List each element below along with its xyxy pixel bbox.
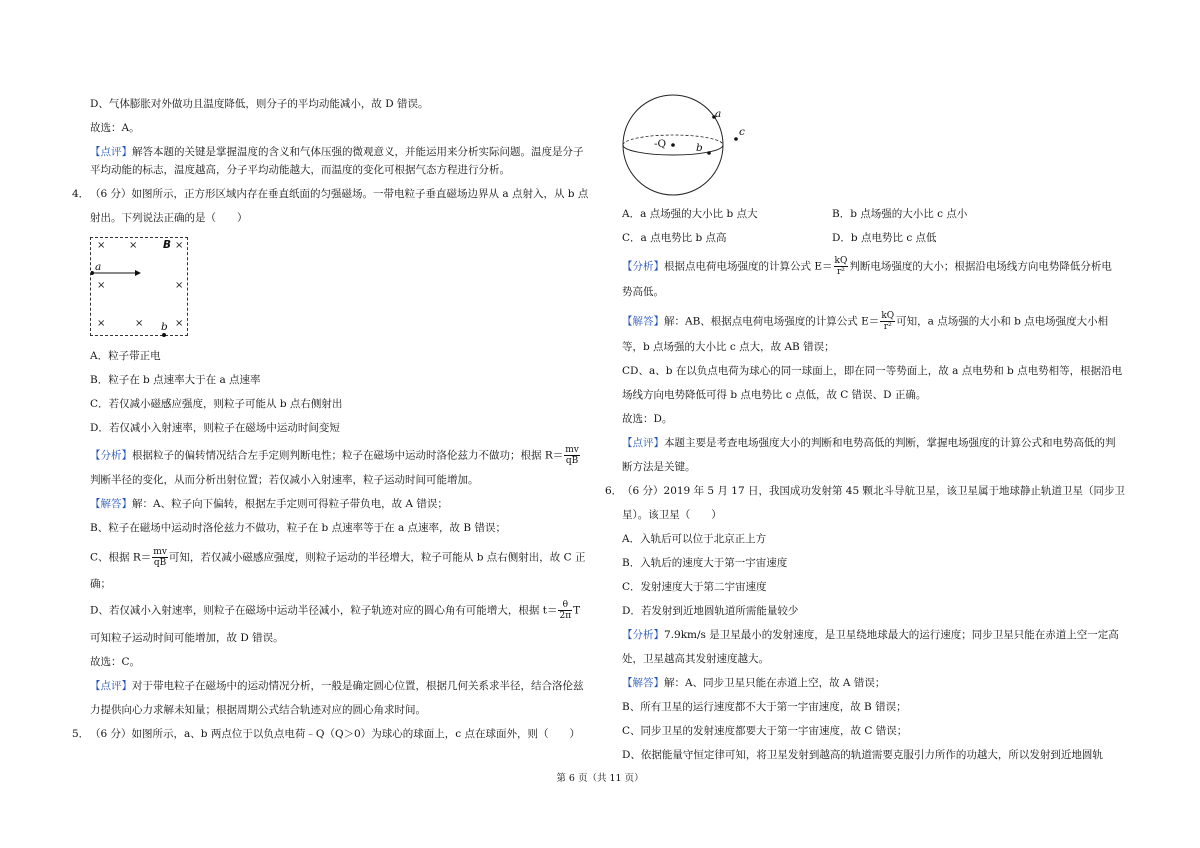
comment-tag: 【点评】 — [90, 680, 132, 692]
solution-line: C、同步卫星的发射速度都要大于第一宇宙速度，故 C 错误； — [622, 725, 908, 737]
sphere-label-c: c — [739, 126, 745, 138]
solution-tag: 【解答】 — [622, 677, 664, 689]
question-number: 4． — [72, 188, 90, 200]
comment-line: 力提供向心力求解未知量；根据周期公式结合轨迹对应的圆心角求时间。 — [90, 704, 426, 716]
point-label-a: a — [95, 261, 102, 273]
analysis-line: 处，卫星越高其发射速度越大。 — [622, 653, 769, 665]
formula-fraction: $\frac{kQ}{\text{r²}}$ — [834, 256, 848, 277]
solution-line: 【解答】解：A、同步卫星只能在赤道上空，故 A 错误； — [622, 677, 886, 689]
analysis-tag: 【分析】 — [622, 629, 664, 641]
question-stem: 射出。下列说法正确的是（ ） — [90, 212, 248, 224]
point-c — [734, 137, 738, 141]
question-stem: 星）。该卫星（ ） — [622, 509, 722, 521]
option-d: D．若发射到近地圆轨道所需能量较少 — [622, 605, 799, 617]
comment-line: 【点评】对于带电粒子在磁场中的运动情况分析，一般是确定圆心位置，根据几何关系求半径，结合洛伦兹 — [90, 680, 584, 692]
sphere-figure — [620, 93, 760, 197]
solution-line: 【解答】解：AB、根据点电荷电场强度的计算公式 E＝ $\frac{kQ}{\text{r²}}$ 可知，a 点场强的大小和 b 点电场强度大小相 — [622, 311, 1109, 332]
solution-line: 可知粒子运动时间可能增加，故 D 错误。 — [90, 632, 284, 644]
sphere-label-charge: -Q — [654, 138, 667, 150]
option-a: A．粒子带正电 — [90, 350, 161, 362]
comment-tag: 【点评】 — [622, 437, 664, 449]
analysis-line: 【分析】根据粒子的偏转情况结合左手定则判断电性；粒子在磁场中运动时洛伦兹力不做功；根据 R＝ $\frac{mv}{qB}$ — [90, 445, 579, 466]
solution-tag: 【解答】 — [90, 498, 132, 510]
question-number: 6． — [605, 485, 623, 497]
analysis-tag: 【分析】 — [622, 260, 664, 273]
velocity-arrow — [91, 268, 151, 278]
comment-line: 【点评】本题主要是考查电场强度大小的判断和电势高低的判断，掌握电场强度的计算公式和电势高低的判 — [622, 437, 1116, 449]
option-d: D．若仅减小入射速率，则粒子在磁场中运动时间变短 — [90, 422, 340, 434]
comment-tag: 【点评】 — [90, 146, 132, 158]
field-label-b: B — [163, 239, 172, 251]
option-a: A．a 点场强的大小比 b 点大 — [622, 208, 758, 220]
option-a: A．入轨后可以位于北京正上方 — [622, 533, 767, 545]
question-number: 5． — [72, 728, 90, 740]
answer-line: 故选：A。 — [90, 122, 140, 134]
solution-line: 等，b 点场强的大小比 c 点大，故 AB 错误； — [622, 341, 835, 353]
question-stem: （6 分）如图所示，a、b 两点位于以负点电荷﹣Q（Q＞0）为球心的球面上，c 点在球面外，则（ ） — [90, 728, 580, 740]
analysis-line: 判断半径的变化，从而分析出射位置；若仅减小入射速率，粒子运动时间可能增加。 — [90, 474, 479, 486]
analysis-tag: 【分析】 — [90, 449, 132, 462]
field-cross: × — [97, 280, 106, 291]
option-b: B．入轨后的速度大于第一宇宙速度 — [622, 557, 788, 569]
option-b: B．b 点场强的大小比 c 点小 — [832, 208, 968, 220]
solution-line: 【解答】解：A、粒子向下偏转，根据左手定则可得粒子带负电，故 A 错误； — [90, 498, 448, 510]
solution-line: B、粒子在磁场中运动时洛伦兹力不做功，粒子在 b 点速率等于在 a 点速率，故 B 错误； — [90, 522, 506, 534]
field-cross: × — [97, 318, 106, 329]
option-d: D．b 点电势比 c 点低 — [832, 232, 937, 244]
formula-fraction: $\frac{kQ}{\text{r²}}$ — [881, 311, 895, 332]
point-label-b: b — [161, 321, 168, 333]
analysis-line: 【分析】7.9km/s 是卫星最小的发射速度，是卫星绕地球最大的运行速度；同步卫星只能在赤道上空一定高 — [622, 629, 1119, 641]
field-cross: × — [175, 280, 184, 291]
formula-fraction: $\frac{mv}{qB}$ — [565, 445, 579, 466]
answer-line: 故选：C。 — [90, 656, 141, 668]
option-c: C．若仅减小磁感应强度，则粒子可能从 b 点右侧射出 — [90, 398, 343, 410]
point-b — [707, 151, 711, 155]
magnetic-field-figure — [90, 237, 188, 336]
analysis-line: 势高低。 — [622, 286, 664, 298]
field-cross: × — [175, 240, 184, 251]
comment-line: 平均动能的标志，温度越高，分子平均动能越大，而温度的变化可根据气态方程进行分析。 — [90, 164, 510, 176]
solution-line: 场线方向电势降低可得 b 点电势比 c 点低，故 C 错误、D 正确。 — [622, 389, 927, 401]
page-footer: 第 6 页（共 11 页） — [556, 773, 644, 784]
comment-line: 断方法是关键。 — [622, 461, 696, 473]
analysis-line: 【分析】根据点电荷电场强度的计算公式 E＝ $\frac{kQ}{\text{r²}}$ 判断电场强度的大小；根据沿电场线方向电势降低分析电 — [622, 256, 1112, 277]
formula-fraction: $\frac{\theta}{2\pi}$ — [559, 600, 572, 621]
exit-point — [160, 331, 168, 339]
question-stem: （6 分）如图所示，正方形区域内存在垂直纸面的匀强磁场。一带电粒子垂直磁场边界从 a 点射入，从 b 点 — [90, 188, 589, 200]
question-stem: （6 分）2019 年 5 月 17 日，我国成功发射第 45 颗北斗导航卫星，该卫星属于地球静止轨道卫星（同步卫 — [622, 485, 1126, 497]
solution-line: B、所有卫星的运行速度都不大于第一宇宙速度，故 B 错误； — [622, 701, 907, 713]
solution-line: D、依据能量守恒定律可知，将卫星发射到越高的轨道需要克服引力所作的功越大，所以发射到近地圆轨 — [622, 749, 1103, 761]
answer-line: 故选：D。 — [622, 413, 673, 425]
solution-line: CD、a、b 在以负点电荷为球心的同一球面上，即在同一等势面上，故 a 点电势和 b 点电势相等，根据沿电 — [622, 365, 1123, 377]
sphere-label-a: a — [715, 108, 722, 120]
solution-tag: 【解答】 — [622, 315, 664, 328]
solution-line: C、根据 R＝ $\frac{mv}{qB}$ 可知，若仅减小磁感应强度，则粒子运动的半径增大，粒子可能从 b 点右侧射出，故 C 正 — [90, 547, 586, 568]
text-line: D、气体膨胀对外做功且温度降低，则分子的平均动能减小，故 D 错误。 — [90, 98, 429, 110]
option-c: C．a 点电势比 b 点高 — [622, 232, 727, 244]
charge-center — [671, 143, 675, 147]
solution-line: D、若仅减小入射速率，则粒子在磁场中运动半径减小，粒子轨迹对应的圆心角有可能增大，根据 t＝ $\frac{\theta}{2\pi}$ T — [90, 600, 581, 621]
formula-fraction: $\frac{mv}{qB}$ — [153, 547, 167, 568]
field-cross: × — [129, 240, 138, 251]
field-cross: × — [135, 318, 144, 329]
solution-line: 确； — [90, 578, 111, 590]
field-cross: × — [175, 318, 184, 329]
sphere-label-b: b — [696, 142, 703, 154]
option-b: B．粒子在 b 点速率大于在 a 点速率 — [90, 374, 261, 386]
option-c: C．发射速度大于第二宇宙速度 — [622, 581, 767, 593]
field-cross: × — [97, 240, 106, 251]
comment-line: 【点评】解答本题的关键是掌握温度的含义和气体压强的微观意义，并能运用来分析实际问题。温度是分子 — [90, 146, 584, 158]
